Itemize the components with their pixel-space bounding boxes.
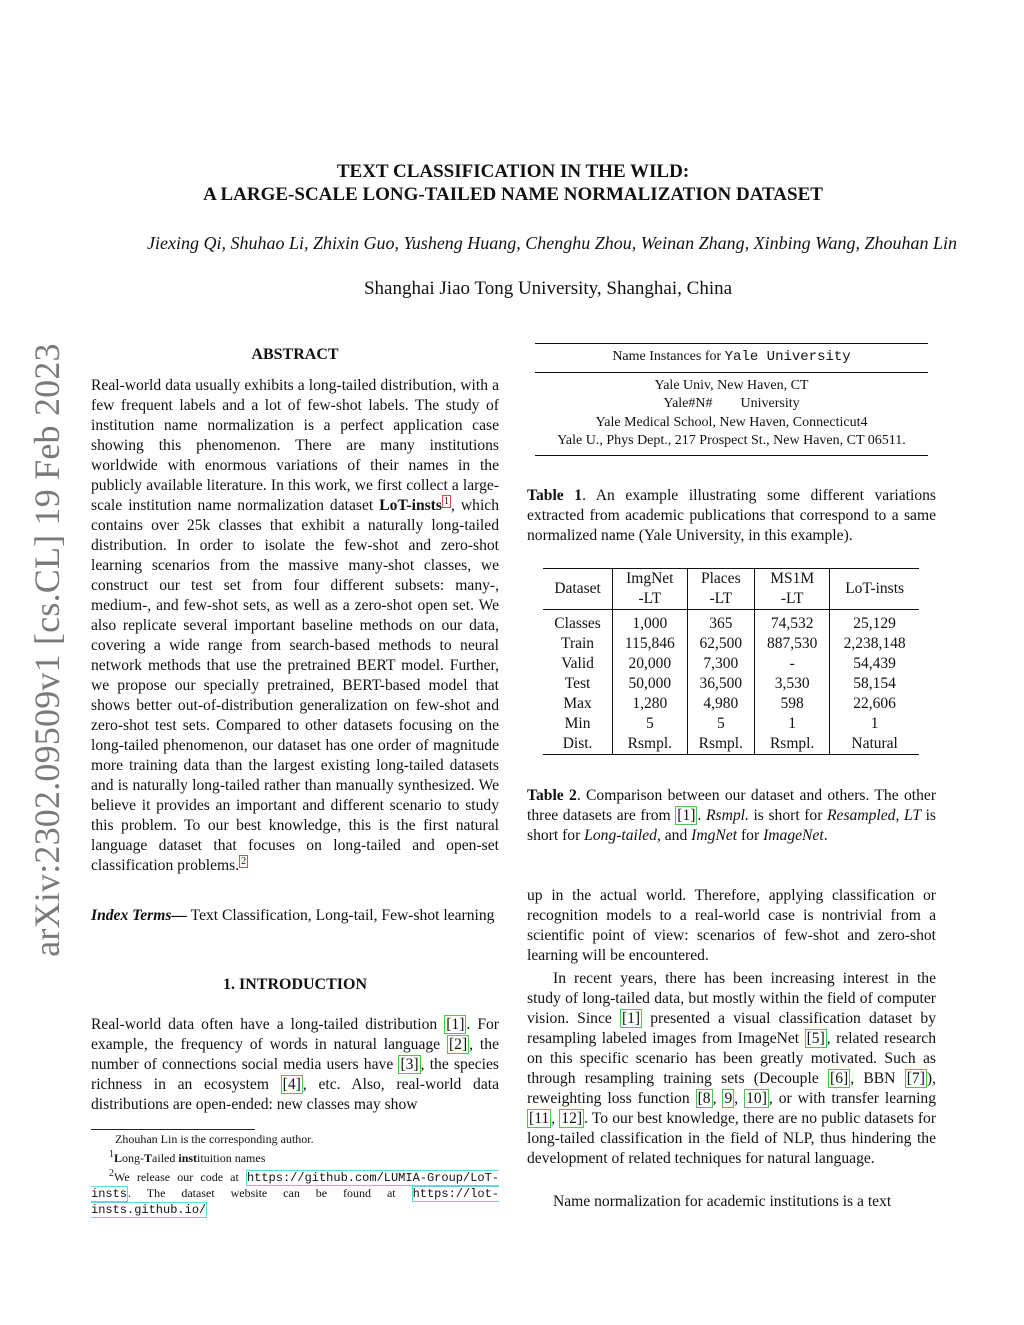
table-2-cell: 1 [870, 715, 879, 732]
table-2-cell: Dist. [543, 734, 613, 755]
table-2-header-cell: ImgNet [613, 569, 687, 590]
table-2-header-cell: MS1M [755, 569, 830, 590]
table-1-row: Yale#N# University [663, 396, 800, 411]
table-2-row [543, 654, 919, 674]
table-2-cell: 3,530 [755, 674, 830, 694]
citation-link[interactable]: [3] [400, 1056, 419, 1073]
arxiv-stamp-text: arXiv:2302.09509v1 [cs.CL] 19 Feb 2023 [27, 343, 67, 957]
table-2-cell: 887,530 [755, 634, 830, 654]
table-2-header-cell: -LT [687, 589, 755, 610]
table-2-caption-text: Long-tailed [584, 827, 657, 844]
intro-text: . To our best knowledge, there are no public datasets for long-tailed classification in the field of NLP, thus hindering the development of related techniques for natural language. [527, 1110, 937, 1167]
intro-text: , the species richness in an ecosystem [91, 1056, 499, 1093]
table-1 [535, 343, 928, 456]
citation-link[interactable]: [7] [906, 1070, 925, 1087]
table-1-header-name: Yale University [724, 349, 851, 365]
index-terms [91, 906, 499, 926]
table-2-header-cell: -LT [613, 589, 687, 610]
table-2-row [543, 610, 919, 635]
table-2-cell: 20,000 [613, 654, 687, 674]
table-2-cell: Valid [543, 654, 613, 674]
footnote-mark-2[interactable]: 2 [241, 855, 247, 867]
table-2-cell: Rsmpl. [687, 734, 755, 755]
table-2-cell: Rsmpl. [613, 734, 687, 755]
intro-text: , the number of connections social media users have [91, 1036, 499, 1073]
table-2-caption-text: . [823, 827, 828, 844]
table-1-row: Yale Medical School, New Haven, Connecticut4 [595, 414, 868, 430]
table-1-header [535, 348, 928, 367]
footnote-mark-1[interactable]: 1 [443, 495, 449, 507]
footnote-1-text: o [122, 1151, 129, 1165]
table-1-caption [527, 486, 936, 546]
footnote-1-text: inst [178, 1151, 198, 1165]
citation-link[interactable]: [1] [677, 807, 696, 824]
footnote-1-text: L [114, 1151, 123, 1165]
table-2-cell: Min [543, 714, 613, 734]
footnote-1-text: ng- [128, 1151, 145, 1165]
table-2-cell: 1 [755, 714, 830, 734]
website-link[interactable]: https://lot-insts.github.io/ [91, 1187, 499, 1217]
table-2-cell: 36,500 [687, 674, 755, 694]
table-2-cell: 598 [755, 694, 830, 714]
author-list: Jiexing Qi, Shuhao Li, Zhixin Guo, Yusheng Huang, Chenghu Zhou, Weinan Zhang, Xinbing Wang, Zhouhan Lin [146, 233, 958, 253]
table-2-cell: Max [543, 694, 613, 714]
paper-title [90, 160, 936, 206]
github-link[interactable]: https://github.com/LUMIA-Group/LoT-insts [91, 1171, 499, 1201]
footnote-1 [91, 1147, 499, 1166]
table-2-row [543, 714, 919, 734]
table-2-caption-text: ImageNet [763, 827, 824, 844]
citation-link[interactable]: [8 [697, 1090, 711, 1107]
table-1-caption-label: Table 1 [527, 487, 583, 504]
table-1-row: Yale U., Phys Dept., 217 Prospect St., New Haven, CT 06511. [557, 433, 906, 448]
table-2-cell: 5 [613, 714, 687, 734]
table-1-bottom-rule [535, 455, 928, 456]
citation-link[interactable]: 12] [561, 1110, 583, 1127]
intro-text: , BBN [850, 1070, 905, 1087]
table-2-cell: 365 [687, 610, 755, 635]
citation-link[interactable]: [5] [806, 1030, 825, 1047]
table-2-caption-text: , and [656, 827, 692, 844]
footnote-corresponding: Zhouhan Lin is the corresponding author. [115, 1132, 314, 1146]
table-2-cell: Train [543, 634, 613, 654]
intro-paragraph-3: Name normalization for academic institutions is a text [553, 1193, 892, 1210]
table-2-header-row [543, 569, 919, 590]
table-2-caption-text: . [697, 807, 706, 824]
table-2-cell: 25,129 [830, 610, 919, 635]
table-2-caption-label: Table 2 [527, 787, 577, 804]
table-1-header-text: Name Instances for [612, 349, 725, 364]
intro-paragraph-1-continued: up in the actual world. Therefore, applying classification or recognition models to a real-world case is nontrivial from a scientific point of view: scenarios of few-shot and zero-shot learning will be encountered. [527, 887, 936, 964]
footnote-2-text: . The dataset website can be found at [128, 1186, 412, 1200]
table-2-cell: 2,238,148 [843, 635, 906, 652]
title-line-1: TEXT CLASSIFICATION IN THE WILD: [336, 161, 690, 182]
table-2-caption-text: , [895, 807, 904, 824]
title-line-2: A LARGE-SCALE LONG-TAILED NAME NORMALIZATION DATASET [203, 184, 823, 205]
intro-text: In recent years, there has been increasing interest in the study of long-tailed data, but mostly within the field of computer vision. Since [527, 970, 936, 1027]
abstract-text [91, 376, 499, 876]
table-2-caption-text: . Comparison between our dataset and others. The other three datasets are from [527, 787, 937, 824]
table-2-cell: 5 [687, 714, 755, 734]
dataset-name: LoT-insts [379, 497, 442, 514]
intro-text: ), reweighting loss function [527, 1070, 936, 1107]
intro-text: presented a visual classification dataset by resampling labeled images from ImageNet [527, 1010, 936, 1047]
table-2-row [543, 674, 919, 694]
citation-link[interactable]: [11 [529, 1110, 550, 1127]
intro-heading: 1. INTRODUCTION [222, 976, 367, 993]
table-2-caption [527, 786, 936, 846]
footnote-2 [91, 1166, 499, 1218]
intro-text: , related research on this specific scenario has been greatly motivated. Such as through resampling training sets (Decouple [527, 1030, 936, 1087]
table-2-header-cell: LoT-insts [830, 569, 919, 610]
table-2-header-cell: -LT [755, 589, 830, 610]
citation-link[interactable]: [2] [448, 1036, 468, 1053]
table-2-cell: 115,846 [613, 634, 687, 654]
table-2-cell: 22,606 [853, 695, 896, 712]
affiliation: Shanghai Jiao Tong University, Shanghai, China [363, 278, 733, 299]
table-2-header-cell: Places [687, 569, 755, 590]
intro-paragraph-1 [91, 1015, 499, 1115]
table-2-cell: 62,500 [687, 634, 755, 654]
citation-link[interactable]: [1] [621, 1010, 641, 1027]
table-1-top-rule [535, 343, 928, 344]
abstract-text-part-2: , which contains over 25k classes that exhibit a naturally long-tailed distribution. In order to isolate the few-shot and zero-shot learning scenarios from the massive many-shot classes, we construct our test set from four different subsets: many-, medium-, and few-shot sets, as well as a zero-shot open set. We also replicate several important baseline methods on our data, covering a wide range from search-based methods to neural network methods that use the pretrained BERT model. Further, we propose our specially pretrained, BERT-based model that shows better out-of-distribution generalization on few-shot and zero-shot test sets. Compared to other datasets focusing on the long-tailed phenomenon, our dataset has one order of magnitude more training data than the largest existing long-tailed datasets and is naturally long-tailed rather than manually synthesized. We believe it provides an important and different scenario to study this problem. To our best knowledge, this is the first natural language dataset that focuses on long-tailed and open-set classification problems. [91, 497, 499, 874]
citation-link[interactable]: 10] [746, 1090, 767, 1107]
intro-text: , etc. Also, real-world data distributions are open-ended: new classes may show [91, 1076, 499, 1113]
table-2-caption-text: is short for [527, 807, 936, 844]
intro-text: . For example, the frequency of words in natural language [91, 1016, 499, 1053]
table-2-cell: 1,000 [613, 610, 687, 635]
index-terms-label: Index Terms— [91, 907, 188, 924]
table-2-row [543, 734, 919, 755]
citation-link[interactable]: [6] [830, 1070, 849, 1087]
table-2-cell: 74,532 [755, 610, 830, 635]
table-2-header-cell: Dataset [543, 569, 613, 610]
table-2-caption-text: is short for [748, 807, 828, 824]
table-2-row [543, 634, 919, 654]
table-2-cell: Test [543, 674, 613, 694]
table-2-caption-text: ImgNet [691, 827, 738, 844]
table-2-cell: Rsmpl. [755, 734, 830, 755]
footnotes [91, 1132, 499, 1218]
table-2-caption-text: LT [903, 807, 921, 824]
table-2-caption-text: Rsmpl. [705, 807, 749, 824]
table-2-row [543, 694, 919, 714]
table-2-caption-text: Resampled [827, 807, 896, 824]
intro-paragraph-2: In recent years, there has been increasing interest in the study of long-tailed data, but mostly within the field of computer vision. Since [1] presented a visual classification dataset by resampling labeled images from ImageNet [5] , related research on this specific scenario has been greatly motivated. Such as through resampling training sets (Decouple [6] , BBN [7] ), reweighting loss function [8 , 9 , 10] , or with transfer learning [11 , 12] . To our best knowledge, there are no public datasets for long-tailed classification in the field of NLP, thus hindering the development of related techniques for natural language. [527, 970, 937, 1167]
table-2-cell: - [755, 654, 830, 674]
table-2-cell: 7,300 [687, 654, 755, 674]
citation-link[interactable]: 9 [724, 1090, 733, 1107]
table-2-cell: Natural [830, 734, 919, 755]
footnote-1-text: ailed [152, 1151, 179, 1165]
footnote-1-mark: 1 [109, 1149, 114, 1160]
footnote-2-mark: 2 [109, 1168, 114, 1179]
abstract-heading: ABSTRACT [251, 346, 339, 363]
table-2-cell: 54,439 [853, 655, 896, 672]
table-2-cell: 50,000 [613, 674, 687, 694]
table-2-caption-text: for [737, 827, 764, 844]
intro-text: , or with transfer learning [768, 1090, 937, 1107]
table-2-cell: Classes [543, 610, 613, 635]
arxiv-stamp [12, 343, 82, 957]
index-terms-text: Text Classification, Long-tail, Few-shot learning [187, 907, 495, 924]
footnote-1-text: ituition names [197, 1151, 266, 1165]
table-1-row: Yale Univ, New Haven, CT [654, 377, 809, 393]
citation-link[interactable]: [1] [446, 1016, 465, 1033]
table-2-cell: 58,154 [853, 675, 896, 692]
footnote-2-text: We release our code at [114, 1170, 246, 1184]
table-2-cell: 4,980 [687, 694, 755, 714]
table-1-caption-text: . An example illustrating some different variations extracted from academic publications that correspond to a same normalized name (Yale University, in this example). [527, 487, 936, 544]
table-2 [543, 568, 919, 755]
intro-text: Real-world data often have a long-tailed distribution [91, 1016, 445, 1033]
table-2-cell: 1,280 [613, 694, 687, 714]
citation-link[interactable]: [4] [282, 1076, 301, 1093]
footnote-1-text: T [144, 1151, 153, 1165]
abstract-text-part-1: Real-world data usually exhibits a long-tailed distribution, with a few frequent labels and a lot of few-shot labels. The study of institution name normalization is a perfect application case showing this phenomenon. There are many institutions worldwide with enormous variations of their names in the publicly available literature. In this work, we first collect a large-scale institution name normalization dataset [91, 377, 499, 514]
footnote-divider [91, 1129, 255, 1130]
